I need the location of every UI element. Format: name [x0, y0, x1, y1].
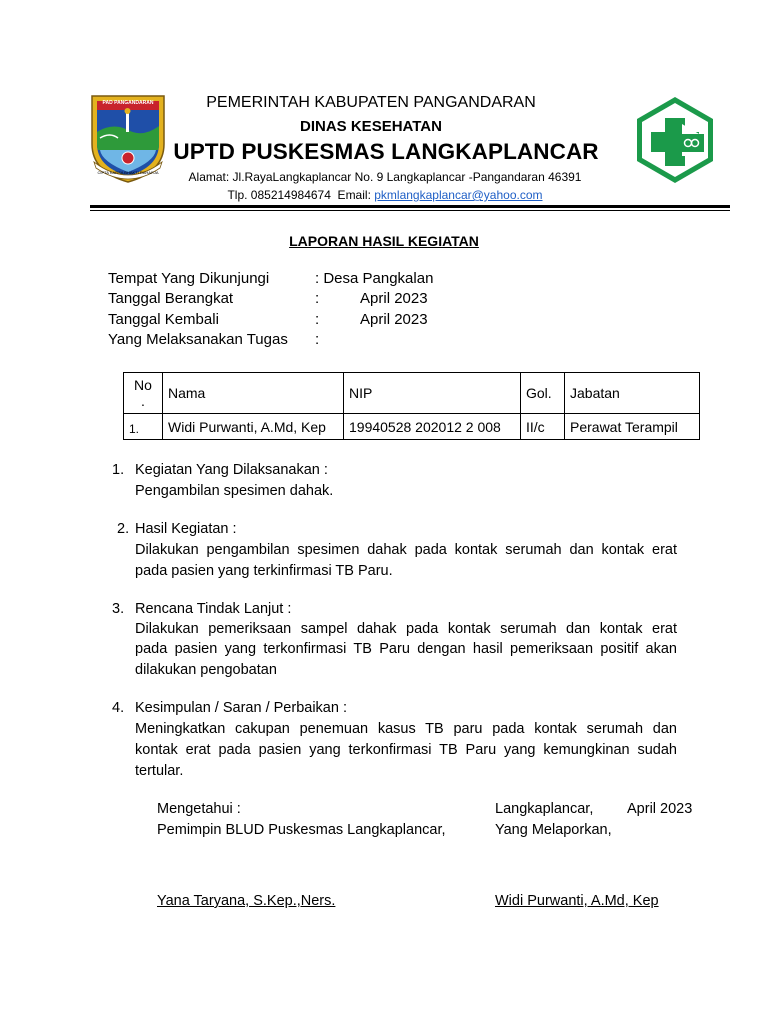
section-2-line-1: Dilakukan pengambilan spesimen dahak pada kontak serumah dan kontak erat — [135, 542, 677, 558]
info-value-place: : Desa Pangkalan — [315, 270, 434, 287]
report-title: LAPORAN HASIL KEGIATAN — [289, 233, 479, 249]
section-1-heading: Kegiatan Yang Dilaksanakan : — [135, 462, 328, 478]
section-3-line-2: pada pasien yang terkonfirmasi TB Paru dengan hasil pemeriksaan positif akan — [135, 641, 677, 657]
sign-right-title: Yang Melaporkan, — [495, 822, 612, 838]
section-1-number: 1. — [112, 462, 125, 478]
sign-right-date: April 2023 — [627, 801, 693, 817]
section-3-line-3: dilakukan pengobatan — [135, 662, 277, 678]
section-2-line-2: pada pasien yang terkinfirmasi TB Paru. — [135, 563, 393, 579]
header-nip: NIP — [344, 373, 521, 414]
header-no-label: No — [134, 377, 152, 393]
sign-right-name: Widi Purwanti, A.Md, Kep — [495, 893, 659, 909]
section-4-line-3: tertular. — [135, 763, 184, 779]
table-row — [124, 414, 700, 440]
info-label-depart: Tanggal Berangkat — [108, 290, 234, 307]
sign-left-title: Pemimpin BLUD Puskesmas Langkaplancar, — [157, 822, 446, 838]
cell-no: 1. — [124, 414, 163, 440]
cell-nip: 19940528 202012 2 008 — [344, 414, 521, 440]
section-2-heading: Hasil Kegiatan : — [135, 521, 237, 537]
section-3-number: 3. — [112, 601, 125, 617]
sign-left-name: Yana Taryana, S.Kep.,Ners. — [157, 893, 336, 909]
header-institution: UPTD PUSKESMAS LANGKAPLANCAR — [173, 139, 599, 164]
info-label-return: Tanggal Kembali — [108, 311, 219, 328]
header-government: PEMERINTAH KABUPATEN PANGANDARAN — [206, 94, 536, 111]
section-3-line-1: Dilakukan pemeriksaan sampel dahak pada kontak serumah dan kontak erat — [135, 621, 677, 637]
info-value-return: : April 2023 — [315, 311, 428, 328]
header-address: Alamat: Jl.RayaLangkaplancar No. 9 Langkaplancar -Pangandaran 46391 — [188, 170, 582, 184]
info-label-executor: Yang Melaksanakan Tugas — [108, 331, 288, 348]
header-jabatan: Jabatan — [565, 373, 700, 414]
header-nama: Nama — [163, 373, 344, 414]
sign-right-place: Langkaplancar, — [495, 801, 594, 817]
email-link[interactable]: pkmlangkaplancar@yahoo.com — [374, 188, 543, 202]
section-4-heading: Kesimpulan / Saran / Perbaikan : — [135, 700, 347, 716]
logo-bottom-text: CIPTA KARSA BHAKTI RAHARJA — [97, 170, 159, 175]
cell-jabatan: Perawat Terampil — [565, 414, 700, 440]
header-department: DINAS KESEHATAN — [300, 118, 442, 135]
cell-gol: II/c — [521, 414, 565, 440]
header-rule-thin — [90, 210, 730, 211]
section-2-number: 2. — [117, 521, 130, 537]
puskesmas-logo — [634, 94, 716, 186]
info-value-depart: : April 2023 — [315, 290, 428, 307]
section-4-number: 4. — [112, 700, 125, 716]
section-4-line-2: kontak erat pada pasien yang terkonfirmasi TB Paru yang kemungkinan sudah — [135, 742, 677, 758]
info-label-place: Tempat Yang Dikunjungi — [108, 270, 270, 287]
info-value-executor: : — [315, 331, 320, 348]
header-no — [124, 373, 163, 414]
section-1-line-1: Pengambilan spesimen dahak. — [135, 483, 334, 499]
sign-left-acknowledge: Mengetahui : — [157, 801, 241, 817]
table-header-row — [124, 373, 700, 414]
section-3-heading: Rencana Tindak Lanjut : — [135, 601, 292, 617]
cell-nama: Widi Purwanti, A.Md, Kep — [163, 414, 344, 440]
header-gol: Gol. — [521, 373, 565, 414]
header-no-dot: . — [141, 393, 145, 409]
section-4-line-1: Meningkatkan cakupan penemuan kasus TB paru pada kontak serumah dan — [135, 721, 677, 737]
logo-top-text: PAD PANGANDARAN — [102, 100, 154, 106]
header-phone: Tlp. 085214984674 Email: — [227, 188, 375, 202]
header-rule-thick — [90, 205, 730, 208]
staff-table — [123, 372, 700, 440]
header-contact — [150, 188, 620, 202]
